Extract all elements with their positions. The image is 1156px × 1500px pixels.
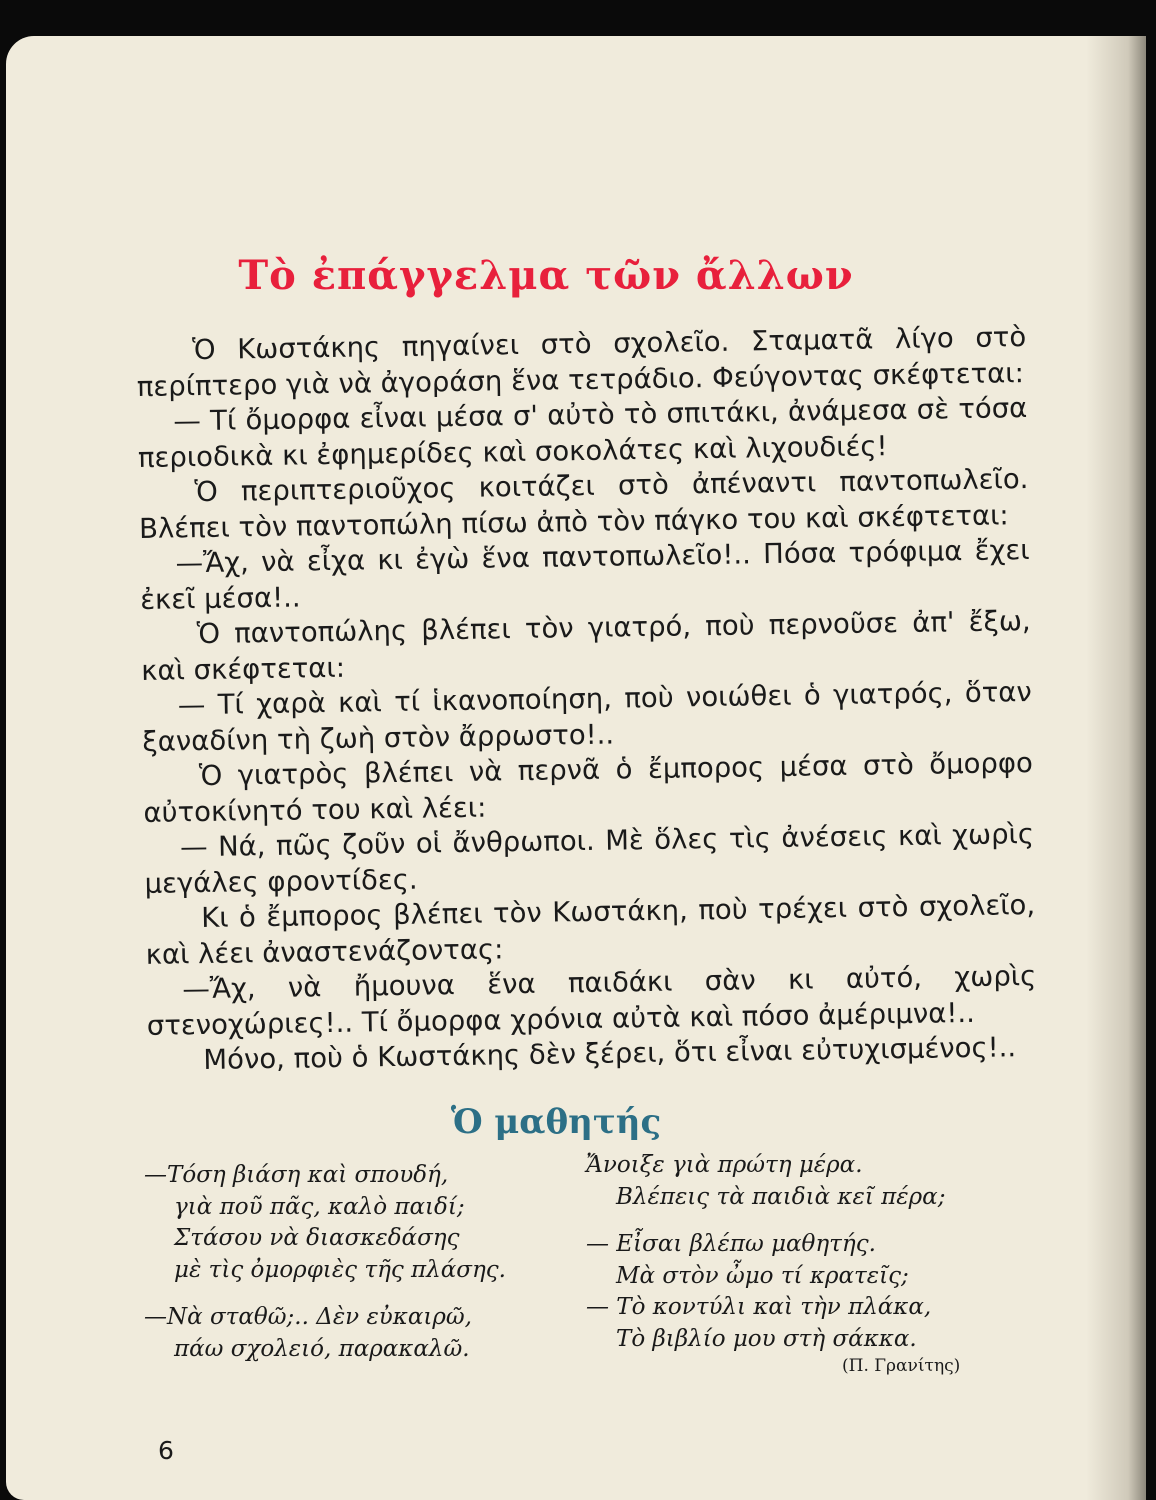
poem-line: Τὸ βιβλίο μου στὴ σάκκα.: [616, 1325, 917, 1352]
poem-line: — Τὸ κοντύλι καὶ τὴν πλάκα,: [586, 1294, 932, 1320]
story-paragraph: —Ἄχ, νὰ ἤμουνα ἕνα παιδάκι σὰν κι αὐτό, χωρὶς στενοχώριες!.. Τί ὄμορφα χρόνια αὐτὰ καὶ πόσο ἀμέριμνα!..: [146, 959, 1037, 1042]
poem-line: Στάσου νὰ διασκεδάσης: [174, 1225, 460, 1251]
poem-line: — Εἶσαι βλέπω μαθητής.: [586, 1231, 876, 1257]
poem-line: Ἄνοιξε γιὰ πρώτη μέρα.: [586, 1152, 863, 1178]
poem-line: μὲ τὶς ὀμορφιὲς τῆς πλάσης.: [174, 1256, 506, 1283]
book-page: [6, 36, 1146, 1500]
story-title: Τὸ ἐπάγγελμα τῶν ἄλλων: [238, 252, 854, 299]
stanza-gap: [586, 1213, 945, 1229]
story-paragraph: Ὁ γιατρὸς βλέπει νὰ περνᾶ ὁ ἔμπορος μέσα στὸ ὄμορφο αὐτοκίνητό του καὶ λέει:: [143, 746, 1034, 829]
poem-title: Ὁ μαθητής: [450, 1102, 662, 1142]
poem-line: γιὰ ποῦ πᾶς, καλὸ παιδί;: [174, 1193, 465, 1220]
poem-right-column: [586, 1150, 945, 1355]
story-paragraph: Ὁ παντοπώλης βλέπει τὸν γιατρό, ποὺ περνοῦσε ἀπ' ἔξω, καὶ σκέφτεται:: [141, 604, 1031, 687]
story-paragraph: — Νά, πῶς ζοῦν οἱ ἄνθρωποι. Μὲ ὅλες τὶς ἀνέσεις καὶ χωρὶς μεγάλες φροντίδες.: [144, 817, 1035, 900]
poem-line: —Τόση βιάση καὶ σπουδή,: [144, 1162, 449, 1188]
page-binding-shadow: [1086, 36, 1146, 1500]
story-paragraph: — Τί χαρὰ καὶ τί ἱκανοποίηση, ποὺ νοιώθει ὁ γιατρός, ὅταν ξαναδίνη τὴ ζωὴ στὸν ἄρρωστο!..: [142, 675, 1032, 758]
story-paragraph: Ὁ Κωστάκης πηγαίνει στὸ σχολεῖο. Σταματᾶ λίγο στὸ περίπτερο γιὰ νὰ ἀγοράση ἕνα τετράδιο. Φεύγοντας σκέφτεται:: [136, 321, 1027, 403]
poem-line: Βλέπεις τὰ παιδιὰ κεῖ πέρα;: [616, 1183, 946, 1210]
story-paragraph: Ὁ περιπτεριοῦχος κοιτάζει στὸ ἀπέναντι παντοπωλεῖο. Βλέπει τὸν παντοπώλη πίσω ἀπὸ τὸν πάγκο του καὶ σκέφτεται:: [138, 463, 1029, 545]
story-paragraph: —Ἄχ, νὰ εἶχα κι ἐγὼ ἕνα παντοπωλεῖο!.. Πόσα τρόφιμα ἔχει ἐκεῖ μέσα!..: [139, 533, 1030, 616]
poem-line: Μὰ στὸν ὦμο τί κρατεῖς;: [616, 1262, 909, 1289]
poem-author-credit: (Π. Γρανίτης): [842, 1356, 961, 1376]
poem-line: πάω σχολειό, παρακαλῶ.: [174, 1335, 470, 1362]
story-text: [136, 320, 1038, 1079]
poem-left-column: [144, 1160, 506, 1365]
story-paragraph: — Τί ὄμορφα εἶναι μέσα σ' αὐτὸ τὸ σπιτάκι, ἀνάμεσα σὲ τόσα περιοδικὰ κι ἐφημερίδες καὶ σοκολάτες καὶ λιχουδιές!: [137, 392, 1028, 474]
poem-line: —Νὰ σταθῶ;.. Δὲν εὐκαιρῶ,: [144, 1304, 472, 1330]
stanza-gap: [144, 1286, 506, 1302]
story-paragraph: Μόνο, ποὺ ὁ Κωστάκης δὲν ξέρει, ὅτι εἶναι εὐτυχισμένος!..: [203, 1031, 1017, 1077]
story-paragraph: Κι ὁ ἔμπορος βλέπει τὸν Κωστάκη, ποὺ τρέχει στὸ σχολεῖο, καὶ λέει ἀναστενάζοντας:: [145, 888, 1036, 971]
page-number: 6: [158, 1436, 174, 1465]
